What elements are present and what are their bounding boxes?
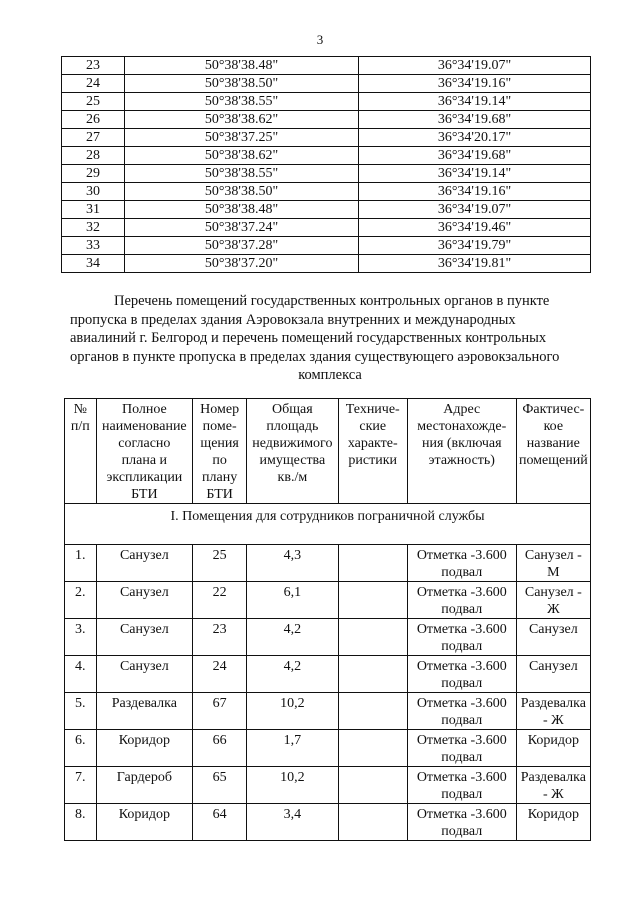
longitude: 36°34'19.16"	[359, 183, 591, 201]
longitude: 36°34'19.79"	[359, 237, 591, 255]
room-name-text: Санузел	[119, 585, 169, 600]
plan-number-text: 66	[212, 733, 227, 748]
plan-number-text: 23	[212, 622, 227, 637]
actual-name-text: - Ж	[542, 787, 564, 802]
area	[247, 545, 339, 582]
row-number-text: 1.	[75, 548, 86, 563]
row-number-text: 5.	[75, 696, 86, 711]
header-line: поме-	[202, 419, 237, 434]
actual-name-text: Санузел -	[524, 548, 582, 563]
actual-name	[516, 767, 590, 804]
tech-characteristics	[338, 767, 407, 804]
coordinate-row	[62, 237, 591, 255]
address-text: подвал	[441, 750, 483, 765]
header-line: плану	[202, 470, 238, 485]
area	[247, 804, 339, 841]
point-number: 26	[62, 111, 125, 129]
point-number: 25	[62, 93, 125, 111]
coordinate-row	[62, 165, 591, 183]
header-tech	[338, 399, 407, 504]
point-number: 24	[62, 75, 125, 93]
address	[407, 545, 516, 582]
tech-characteristics	[338, 619, 407, 656]
address-text: подвал	[441, 787, 483, 802]
latitude: 50°38'37.28"	[125, 237, 359, 255]
latitude: 50°38'38.55"	[125, 93, 359, 111]
area-text: 4,2	[283, 659, 302, 674]
room-name-text: Раздевалка	[111, 696, 177, 711]
latitude: 50°38'38.62"	[125, 147, 359, 165]
area-text: 10,2	[280, 770, 305, 785]
latitude: 50°38'38.48"	[125, 201, 359, 219]
area-text: 1,7	[283, 733, 302, 748]
header-line: этажность)	[428, 453, 495, 468]
heading-line: авиалиний г. Белгород и перечень помещений государственных контрольных	[70, 330, 547, 346]
address-text: подвал	[441, 639, 483, 654]
section-title: I. Помещения для сотрудников пограничной службы	[65, 504, 591, 545]
address-text: подвал	[441, 565, 483, 580]
section-row	[65, 504, 591, 545]
address-text: Отметка -3.600	[416, 770, 507, 785]
section-heading	[70, 292, 590, 385]
tech-characteristics	[338, 656, 407, 693]
room-name	[96, 582, 193, 619]
tech-characteristics	[338, 730, 407, 767]
coordinates-table	[61, 56, 591, 273]
header-line: характе-	[347, 436, 398, 451]
header-address	[407, 399, 516, 504]
row-number	[65, 545, 97, 582]
plan-number-text: 24	[212, 659, 227, 674]
plan-number-text: 22	[212, 585, 227, 600]
actual-name	[516, 693, 590, 730]
address	[407, 767, 516, 804]
tech-characteristics	[338, 582, 407, 619]
room-name-text: Коридор	[118, 733, 170, 748]
actual-name-text: Санузел	[528, 622, 578, 637]
address	[407, 619, 516, 656]
point-number: 29	[62, 165, 125, 183]
coordinate-row	[62, 147, 591, 165]
room-name	[96, 693, 193, 730]
latitude: 50°38'37.25"	[125, 129, 359, 147]
header-line: имущества	[259, 453, 326, 468]
coordinate-row	[62, 219, 591, 237]
point-number: 33	[62, 237, 125, 255]
actual-name	[516, 656, 590, 693]
address-text: Отметка -3.600	[416, 548, 507, 563]
point-number: 34	[62, 255, 125, 273]
longitude: 36°34'19.16"	[359, 75, 591, 93]
latitude: 50°38'38.62"	[125, 111, 359, 129]
address	[407, 730, 516, 767]
address-text: подвал	[441, 713, 483, 728]
actual-name	[516, 730, 590, 767]
actual-name	[516, 582, 590, 619]
room-name-text: Санузел	[119, 622, 169, 637]
address	[407, 582, 516, 619]
area-text: 4,3	[283, 548, 302, 563]
longitude: 36°34'19.68"	[359, 147, 591, 165]
longitude: 36°34'19.14"	[359, 93, 591, 111]
header-line: местонахожде-	[417, 419, 507, 434]
tech-characteristics	[338, 545, 407, 582]
heading-line: Перечень помещений государственных контрольных органов в пункте	[114, 293, 550, 309]
room-name-text: Санузел	[119, 548, 169, 563]
row-number	[65, 693, 97, 730]
header-line: №	[73, 402, 87, 417]
header-name	[96, 399, 193, 504]
header-area	[247, 399, 339, 504]
header-plan-number	[193, 399, 247, 504]
header-line: Техниче-	[345, 402, 400, 417]
longitude: 36°34'19.46"	[359, 219, 591, 237]
address-text: Отметка -3.600	[416, 585, 507, 600]
latitude: 50°38'38.50"	[125, 183, 359, 201]
header-line: кв./м	[277, 470, 308, 485]
latitude: 50°38'38.50"	[125, 75, 359, 93]
plan-number	[193, 767, 247, 804]
header-line: плана и	[121, 453, 168, 468]
plan-number-text: 25	[212, 548, 227, 563]
area-text: 3,4	[283, 807, 302, 822]
address-text: подвал	[441, 824, 483, 839]
point-number: 23	[62, 57, 125, 75]
row-number-text: 6.	[75, 733, 86, 748]
plan-number	[193, 545, 247, 582]
address-text: Отметка -3.600	[416, 659, 507, 674]
latitude: 50°38'38.55"	[125, 165, 359, 183]
actual-name	[516, 804, 590, 841]
address-text: подвал	[441, 602, 483, 617]
row-number-text: 4.	[75, 659, 86, 674]
area	[247, 582, 339, 619]
longitude: 36°34'20.17"	[359, 129, 591, 147]
premises-row	[65, 693, 591, 730]
coordinate-row	[62, 183, 591, 201]
point-number: 27	[62, 129, 125, 147]
actual-name	[516, 619, 590, 656]
row-number-text: 7.	[75, 770, 86, 785]
room-name	[96, 656, 193, 693]
actual-name-text: Санузел	[528, 659, 578, 674]
longitude: 36°34'19.07"	[359, 57, 591, 75]
room-name	[96, 767, 193, 804]
header-line: Общая	[272, 402, 313, 417]
premises-row	[65, 582, 591, 619]
premises-row	[65, 545, 591, 582]
plan-number	[193, 804, 247, 841]
point-number: 31	[62, 201, 125, 219]
coordinate-row	[62, 129, 591, 147]
premises-header-row	[65, 399, 591, 504]
header-line: кое	[543, 419, 564, 434]
area	[247, 693, 339, 730]
longitude: 36°34'19.14"	[359, 165, 591, 183]
room-name	[96, 619, 193, 656]
actual-name-text: М	[547, 565, 560, 580]
actual-name	[516, 545, 590, 582]
header-line: ские	[359, 419, 387, 434]
address	[407, 656, 516, 693]
room-name-text: Гардероб	[116, 770, 172, 785]
latitude: 50°38'38.48"	[125, 57, 359, 75]
actual-name-text: Коридор	[527, 807, 579, 822]
header-line: Полное	[121, 402, 167, 417]
plan-number	[193, 582, 247, 619]
area-text: 10,2	[280, 696, 305, 711]
row-number	[65, 619, 97, 656]
actual-name-text: Ж	[547, 602, 560, 617]
header-line: площадь	[266, 419, 319, 434]
room-name-text: Санузел	[119, 659, 169, 674]
header-line: БТИ	[206, 487, 233, 502]
point-number: 30	[62, 183, 125, 201]
heading-line: органов в пункте пропуска в пределах здания существующего аэровокзального	[70, 348, 560, 365]
address	[407, 693, 516, 730]
row-number-text: 3.	[75, 622, 86, 637]
premises-row	[65, 804, 591, 841]
latitude: 50°38'37.24"	[125, 219, 359, 237]
address-text: подвал	[441, 676, 483, 691]
row-number	[65, 656, 97, 693]
row-number	[65, 582, 97, 619]
coordinate-row	[62, 57, 591, 75]
room-name-text: Коридор	[118, 807, 170, 822]
tech-characteristics	[338, 693, 407, 730]
area	[247, 656, 339, 693]
header-line: наименование	[102, 419, 187, 434]
header-line: п/п	[70, 419, 90, 434]
header-num	[65, 399, 97, 504]
plan-number-text: 67	[212, 696, 227, 711]
actual-name-text: - Ж	[542, 713, 564, 728]
row-number	[65, 730, 97, 767]
plan-number-text: 64	[212, 807, 227, 822]
plan-number	[193, 619, 247, 656]
plan-number-text: 65	[212, 770, 227, 785]
address-text: Отметка -3.600	[416, 807, 507, 822]
area	[247, 619, 339, 656]
address-text: Отметка -3.600	[416, 622, 507, 637]
header-line: ния (включая	[421, 436, 502, 451]
longitude: 36°34'19.68"	[359, 111, 591, 129]
area	[247, 730, 339, 767]
header-line: щения	[200, 436, 239, 451]
tech-characteristics	[338, 804, 407, 841]
coordinate-row	[62, 75, 591, 93]
row-number-text: 8.	[75, 807, 86, 822]
longitude: 36°34'19.81"	[359, 255, 591, 273]
latitude: 50°38'37.20"	[125, 255, 359, 273]
premises-row	[65, 656, 591, 693]
header-line: ристики	[348, 453, 398, 468]
coordinate-row	[62, 93, 591, 111]
actual-name-text: Раздевалка	[520, 696, 586, 711]
heading-line: пропуска в пределах здания Аэровокзала внутренних и международных	[70, 311, 516, 328]
premises-row	[65, 730, 591, 767]
premises-row	[65, 619, 591, 656]
coordinate-row	[62, 111, 591, 129]
plan-number	[193, 656, 247, 693]
heading-line: комплекса	[298, 367, 362, 383]
header-line: Номер	[200, 402, 240, 417]
row-number	[65, 767, 97, 804]
point-number: 32	[62, 219, 125, 237]
longitude: 36°34'19.07"	[359, 201, 591, 219]
header-line: помещений	[518, 453, 588, 468]
address	[407, 804, 516, 841]
header-line: по	[212, 453, 227, 468]
row-number	[65, 804, 97, 841]
room-name	[96, 545, 193, 582]
area-text: 4,2	[283, 622, 302, 637]
page-number: 3	[316, 32, 324, 47]
coordinate-row	[62, 255, 591, 273]
header-line: согласно	[118, 436, 171, 451]
area-text: 6,1	[283, 585, 302, 600]
actual-name-text: Раздевалка	[520, 770, 586, 785]
premises-table	[64, 398, 591, 841]
header-line: Адрес	[443, 402, 481, 417]
header-actual-name	[516, 399, 590, 504]
coordinate-row	[62, 201, 591, 219]
premises-row	[65, 767, 591, 804]
room-name	[96, 730, 193, 767]
room-name	[96, 804, 193, 841]
area	[247, 767, 339, 804]
header-line: недвижимого	[252, 436, 333, 451]
row-number-text: 2.	[75, 585, 86, 600]
plan-number	[193, 730, 247, 767]
point-number: 28	[62, 147, 125, 165]
header-line: БТИ	[131, 487, 158, 502]
plan-number	[193, 693, 247, 730]
actual-name-text: Коридор	[527, 733, 579, 748]
header-line: название	[526, 436, 580, 451]
header-line: Фактичес-	[522, 402, 585, 417]
address-text: Отметка -3.600	[416, 733, 507, 748]
header-line: экспликации	[106, 470, 183, 485]
address-text: Отметка -3.600	[416, 696, 507, 711]
actual-name-text: Санузел -	[524, 585, 582, 600]
